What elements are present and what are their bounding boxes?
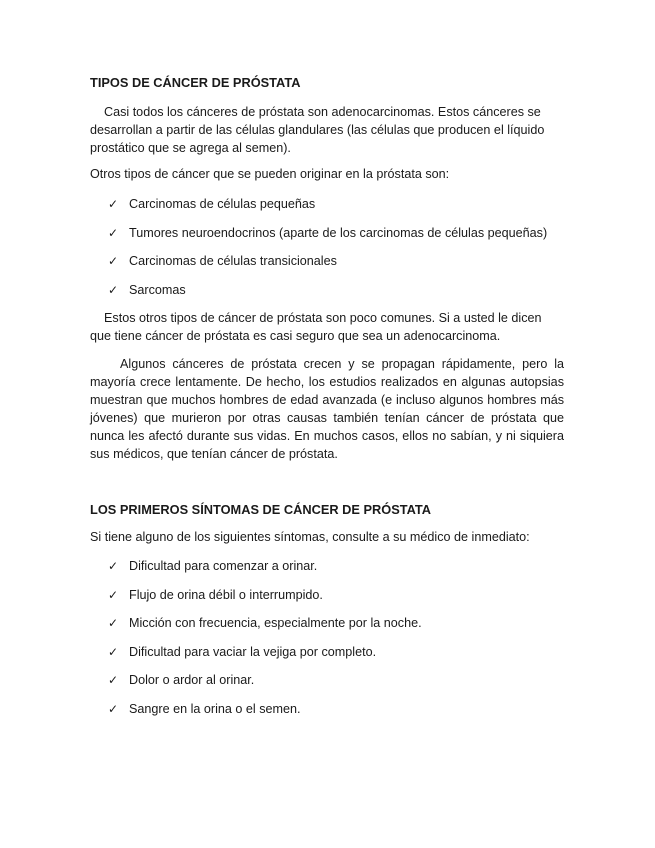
symptoms-list [108, 557, 422, 728]
symptoms-lead: Si tiene alguno de los siguientes síntomas, consulte a su médico de inmediato: [90, 530, 530, 544]
list-item [108, 643, 422, 672]
list-item-label: Dificultad para vaciar la vejiga por completo. [129, 644, 377, 659]
check-mark-icon: ✓ [108, 644, 119, 659]
intro-line: Casi todos los cánceres de próstata son adenocarcinomas. Estos cánceres se [90, 105, 541, 119]
list-item [108, 281, 547, 310]
list-item-label: Carcinomas de células transicionales [129, 254, 337, 268]
check-mark-icon: ✓ [108, 673, 119, 687]
list-item-label: Micción con frecuencia, especialmente por la noche. [129, 616, 422, 630]
section-title-symptoms: LOS PRIMEROS SÍNTOMAS DE CÁNCER DE PRÓSTATA [90, 502, 432, 517]
other-types-lead: Otros tipos de cáncer que se pueden originar en la próstata son: [90, 167, 450, 181]
rare-types-paragraph [90, 309, 564, 345]
check-mark-icon: ✓ [108, 225, 119, 240]
check-mark-icon: ✓ [108, 616, 119, 630]
intro-line: desarrollan a partir de las células glandulares (las células que producen el líquido [90, 123, 545, 137]
list-item-label: Flujo de orina débil o interrumpido. [129, 587, 323, 602]
check-mark-icon: ✓ [108, 254, 119, 268]
list-item [108, 224, 547, 253]
list-item-label: Dificultad para comenzar a orinar. [129, 559, 318, 573]
list-item-label: Tumores neuroendocrinos (aparte de los carcinomas de células pequeñas) [129, 225, 548, 240]
intro-paragraph [90, 103, 564, 157]
list-item-label: Sangre en la orina o el semen. [129, 701, 301, 716]
check-mark-icon: ✓ [108, 559, 119, 573]
section-title-types: TIPOS DE CÁNCER DE PRÓSTATA [90, 75, 301, 90]
rare-line: que tiene cáncer de próstata es casi seguro que sea un adenocarcinoma. [90, 329, 501, 343]
list-item [108, 671, 422, 700]
check-mark-icon: ✓ [108, 197, 119, 211]
growth-paragraph: Algunos cánceres de próstata crecen y se propagan rápidamente, pero la mayoría crece lentamente. De hecho, los estudios realizados en algunas autopsias muestran que muchos hombres de edad avanzada (e incluso algunos hombres más jóvenes) que murieron por otras causas también tenían cáncer de próstata que nunca les afectó durante sus vidas. En muchos casos, ellos no sabían, y ni siquiera sus médicos, que tenían cáncer de próstata. [90, 357, 564, 461]
list-item-label: Sarcomas [129, 282, 186, 297]
list-item [108, 614, 422, 643]
list-item [108, 586, 422, 615]
rare-line: Estos otros tipos de cáncer de próstata son poco comunes. Si a usted le dicen [90, 311, 542, 325]
list-item-label: Dolor o ardor al orinar. [129, 673, 255, 687]
check-mark-icon: ✓ [108, 282, 119, 297]
check-mark-icon: ✓ [108, 587, 119, 602]
list-item [108, 557, 422, 586]
list-item [108, 252, 547, 281]
list-item-label: Carcinomas de células pequeñas [129, 197, 316, 211]
check-mark-icon: ✓ [108, 701, 119, 716]
cancer-types-list [108, 195, 547, 309]
intro-line: prostático que se agrega al semen). [90, 141, 291, 155]
list-item [108, 700, 422, 729]
list-item [108, 195, 547, 224]
